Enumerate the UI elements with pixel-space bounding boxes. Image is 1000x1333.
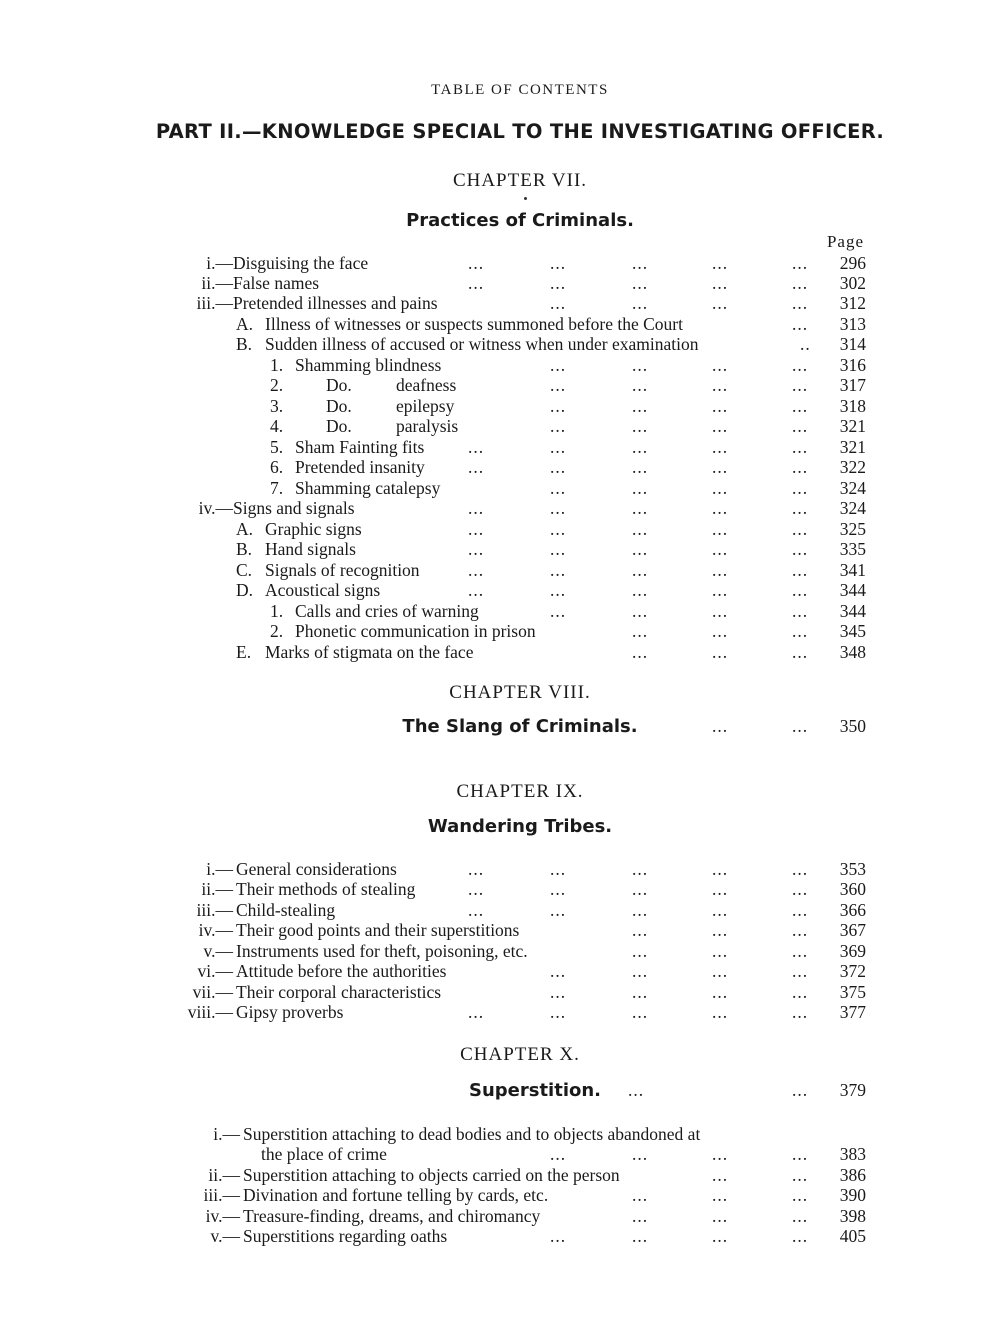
leader-dots: ...: [632, 580, 649, 600]
entry-text: Pretended insanity: [295, 457, 425, 477]
leader-dots: ...: [632, 355, 649, 375]
entry-number: 5.: [270, 437, 284, 457]
entry-page: 360: [839, 879, 866, 899]
toc-row[interactable]: [0, 314, 1000, 335]
entry-number: iii.—: [196, 900, 233, 920]
entry-ditto: Do.: [326, 416, 352, 436]
part-title: PART II.—KNOWLEDGE SPECIAL TO THE INVESTIGATING OFFICER.: [155, 120, 885, 143]
chapter-8-title-row[interactable]: [0, 716, 1000, 738]
leader-dots: ...: [792, 416, 809, 436]
leader-dots: ...: [712, 355, 729, 375]
entry-text: Superstition attaching to dead bodies and to objects abandoned at: [243, 1124, 701, 1144]
leader-dots: ...: [632, 1144, 649, 1164]
entry-text: Their good points and their superstitions: [236, 920, 520, 940]
leader-dots: ...: [468, 859, 485, 879]
chapter-9-heading: CHAPTER IX.: [456, 781, 584, 802]
entry-page: 377: [839, 1002, 866, 1022]
entry-number: 2.: [270, 375, 284, 395]
leader-dots: ...: [792, 601, 809, 621]
toc-row[interactable]: [0, 416, 1000, 437]
entry-number: 3.: [270, 396, 284, 416]
entry-text: Shamming blindness: [295, 355, 442, 375]
chapter-9-title: Wandering Tribes.: [427, 816, 613, 837]
entry-text: Disguising the face: [233, 253, 369, 273]
leader-dots: ...: [792, 859, 809, 879]
leader-dots: ...: [712, 498, 729, 518]
leader-dots: ...: [550, 900, 567, 920]
leader-dots: ...: [550, 859, 567, 879]
entry-number: 2.: [270, 621, 284, 641]
entry-page: 398: [839, 1206, 866, 1226]
entry-number: E.: [236, 642, 252, 662]
entry-text: Hand signals: [265, 539, 356, 559]
leader-dots: ...: [792, 920, 809, 940]
leader-dots: ...: [712, 273, 729, 293]
entry-page: 321: [839, 416, 866, 436]
entry-text: Gipsy proverbs: [236, 1002, 344, 1022]
leader-dots: ...: [712, 253, 729, 273]
entry-text: Acoustical signs: [265, 580, 381, 600]
entry-number: v.—: [203, 941, 233, 961]
entry-number: viii.—: [187, 1002, 233, 1022]
leader-dots: ...: [712, 560, 729, 580]
entry-text: Phonetic communication in prison: [295, 621, 536, 641]
leader-dots: ...: [632, 859, 649, 879]
leader-dots: ...: [712, 437, 729, 457]
entry-page: 372: [839, 961, 866, 981]
toc-row[interactable]: [0, 396, 1000, 417]
chapter-7-title: Practices of Criminals.: [406, 210, 634, 231]
entry-page: 345: [839, 621, 866, 641]
entry-page: 324: [839, 478, 866, 498]
leader-dots: ...: [792, 1165, 809, 1185]
entry-number: B.: [236, 539, 253, 559]
leader-dots: ...: [712, 920, 729, 940]
toc-row[interactable]: [0, 539, 1000, 560]
leader-dots: ...: [712, 879, 729, 899]
leader-dots: ...: [792, 396, 809, 416]
leader-dots: ..: [800, 334, 811, 354]
toc-row[interactable]: [0, 920, 1000, 941]
entry-number: 4.: [270, 416, 284, 436]
leader-dots: ...: [550, 293, 567, 313]
leader-dots: ...: [550, 879, 567, 899]
leader-dots: ...: [792, 539, 809, 559]
entry-page: 366: [839, 900, 866, 920]
entry-text: Pretended illnesses and pains: [233, 293, 438, 313]
entry-page: 321: [839, 437, 866, 457]
entry-page: 314: [839, 334, 866, 354]
entry-number: vi.—: [197, 961, 233, 981]
leader-dots: ...: [792, 1080, 809, 1100]
entry-text: Instruments used for theft, poisoning, etc.: [236, 941, 528, 961]
entry-number: iii.—: [196, 293, 233, 313]
entry-number: v.—: [210, 1226, 240, 1246]
leader-dots: ...: [712, 859, 729, 879]
leader-dots: ...: [632, 375, 649, 395]
toc-row[interactable]: [0, 961, 1000, 982]
leader-dots: ...: [712, 416, 729, 436]
entry-page: 296: [839, 253, 866, 273]
entry-ditto: Do.: [326, 375, 352, 395]
leader-dots: ...: [712, 478, 729, 498]
leader-dots: ...: [468, 273, 485, 293]
leader-dots: ...: [792, 1002, 809, 1022]
leader-dots: ...: [792, 941, 809, 961]
leader-dots: ...: [550, 580, 567, 600]
leader-dots: ...: [468, 539, 485, 559]
entry-text: the place of crime: [261, 1144, 387, 1164]
entry-text: Child-stealing: [236, 900, 336, 920]
leader-dots: ...: [468, 457, 485, 477]
entry-page: 344: [839, 601, 866, 621]
leader-dots: ...: [632, 642, 649, 662]
leader-dots: ...: [712, 961, 729, 981]
leader-dots: ...: [632, 478, 649, 498]
leader-dots: ...: [632, 560, 649, 580]
leader-dots: ...: [632, 601, 649, 621]
entry-number: 1.: [270, 355, 284, 375]
entry-number: ii.—: [201, 273, 233, 293]
printer-dot: [524, 197, 527, 200]
toc-row[interactable]: [0, 859, 1000, 880]
leader-dots: ...: [468, 437, 485, 457]
leader-dots: ...: [792, 560, 809, 580]
leader-dots: ...: [792, 519, 809, 539]
entry-page: 379: [839, 1080, 866, 1100]
leader-dots: ...: [632, 1185, 649, 1205]
leader-dots: ...: [712, 1144, 729, 1164]
entry-page: 367: [839, 920, 866, 940]
entry-page: 348: [839, 642, 866, 662]
toc-row[interactable]: [0, 560, 1000, 581]
leader-dots: ...: [550, 396, 567, 416]
leader-dots: ...: [712, 519, 729, 539]
leader-dots: ...: [632, 539, 649, 559]
leader-dots: ...: [468, 253, 485, 273]
toc-row[interactable]: [0, 1185, 1000, 1206]
leader-dots: ...: [468, 900, 485, 920]
leader-dots: ...: [550, 416, 567, 436]
leader-dots: ...: [550, 1002, 567, 1022]
leader-dots: ...: [792, 498, 809, 518]
entry-text: Calls and cries of warning: [295, 601, 479, 621]
leader-dots: ...: [712, 1226, 729, 1246]
leader-dots: ...: [468, 498, 485, 518]
entry-page: 324: [839, 498, 866, 518]
entry-page: 313: [839, 314, 866, 334]
leader-dots: ...: [632, 1226, 649, 1246]
entry-text: General considerations: [236, 859, 397, 879]
toc-row[interactable]: [0, 498, 1000, 519]
toc-row[interactable]: [0, 982, 1000, 1003]
leader-dots: ...: [792, 1144, 809, 1164]
entry-number: B.: [236, 334, 253, 354]
leader-dots: ...: [550, 253, 567, 273]
leader-dots: ...: [792, 293, 809, 313]
entry-number: 6.: [270, 457, 284, 477]
leader-dots: ...: [712, 601, 729, 621]
entry-page: 302: [839, 273, 866, 293]
entry-number: vii.—: [192, 982, 233, 1002]
entry-text: Their methods of stealing: [236, 879, 416, 899]
entry-text: Shamming catalepsy: [295, 478, 441, 498]
leader-dots: ...: [792, 982, 809, 1002]
entry-text: Attitude before the authorities: [236, 961, 447, 981]
toc-row[interactable]: [0, 273, 1000, 294]
leader-dots: ...: [632, 293, 649, 313]
entry-number: 7.: [270, 478, 284, 498]
leader-dots: ...: [550, 961, 567, 981]
leader-dots: ...: [550, 601, 567, 621]
leader-dots: ...: [792, 457, 809, 477]
entry-text: Graphic signs: [265, 519, 362, 539]
entry-number: ii.—: [201, 879, 233, 899]
leader-dots: ...: [632, 879, 649, 899]
entry-page: 325: [839, 519, 866, 539]
entry-number: ii.—: [208, 1165, 240, 1185]
leader-dots: ...: [712, 941, 729, 961]
entry-number: 1.: [270, 601, 284, 621]
leader-dots: ...: [550, 375, 567, 395]
leader-dots: ...: [712, 1206, 729, 1226]
toc-row[interactable]: [0, 519, 1000, 540]
leader-dots: ...: [712, 375, 729, 395]
entry-page: 390: [839, 1185, 866, 1205]
toc-row[interactable]: [0, 355, 1000, 376]
leader-dots: ...: [632, 982, 649, 1002]
entry-number: A.: [236, 519, 254, 539]
leader-dots: ...: [468, 879, 485, 899]
leader-dots: ...: [550, 1144, 567, 1164]
entry-page: 344: [839, 580, 866, 600]
toc-row[interactable]: [0, 900, 1000, 921]
leader-dots: ...: [468, 519, 485, 539]
leader-dots: ...: [712, 642, 729, 662]
leader-dots: ...: [550, 478, 567, 498]
entry-text: False names: [233, 273, 320, 293]
leader-dots: ...: [550, 355, 567, 375]
leader-dots: ...: [792, 273, 809, 293]
leader-dots: ...: [632, 457, 649, 477]
leader-dots: ...: [632, 416, 649, 436]
leader-dots: ...: [792, 1185, 809, 1205]
leader-dots: ...: [712, 1002, 729, 1022]
leader-dots: ...: [792, 253, 809, 273]
chapter-10-title: Superstition.: [468, 1080, 602, 1101]
leader-dots: ...: [712, 539, 729, 559]
entry-page: 405: [839, 1226, 866, 1246]
entry-text: Treasure-finding, dreams, and chiromancy: [243, 1206, 541, 1226]
entry-number: iv.—: [198, 920, 233, 940]
entry-number: i.—: [206, 253, 233, 273]
toc-row[interactable]: [0, 334, 1000, 355]
leader-dots: ...: [632, 253, 649, 273]
leader-dots: ...: [712, 1165, 729, 1185]
entry-page: 341: [839, 560, 866, 580]
entry-text: paralysis: [396, 416, 459, 436]
toc-row[interactable]: [0, 253, 1000, 274]
entry-page: 383: [839, 1144, 866, 1164]
leader-dots: ...: [550, 519, 567, 539]
toc-row[interactable]: [0, 580, 1000, 601]
entry-number: D.: [236, 580, 254, 600]
entry-text: Sham Fainting fits: [295, 437, 425, 457]
leader-dots: ...: [712, 621, 729, 641]
toc-row[interactable]: [0, 437, 1000, 458]
toc-row[interactable]: [0, 941, 1000, 962]
leader-dots: ...: [632, 961, 649, 981]
leader-dots: ...: [712, 982, 729, 1002]
entry-text: deafness: [396, 375, 457, 395]
entry-number: i.—: [213, 1124, 240, 1144]
leader-dots: ...: [712, 457, 729, 477]
page-column-label: Page: [826, 232, 864, 251]
leader-dots: ...: [550, 437, 567, 457]
entry-text: Illness of witnesses or suspects summoned before the Court: [265, 314, 683, 334]
entry-number: i.—: [206, 859, 233, 879]
entry-page: 386: [839, 1165, 866, 1185]
leader-dots: ...: [792, 1206, 809, 1226]
running-title: TABLE OF CONTENTS: [431, 82, 609, 98]
leader-dots: ...: [632, 621, 649, 641]
entry-page: 375: [839, 982, 866, 1002]
toc-row-continued[interactable]: [0, 1144, 1000, 1165]
toc-row[interactable]: [0, 457, 1000, 478]
leader-dots: ...: [632, 437, 649, 457]
leader-dots: ...: [792, 642, 809, 662]
leader-dots: ...: [628, 1080, 645, 1100]
toc-row[interactable]: [0, 1124, 1000, 1145]
leader-dots: ...: [550, 539, 567, 559]
leader-dots: ...: [792, 961, 809, 981]
leader-dots: ...: [550, 498, 567, 518]
chapter-10-heading: CHAPTER X.: [460, 1044, 580, 1065]
leader-dots: ...: [632, 900, 649, 920]
toc-row[interactable]: [0, 1206, 1000, 1227]
leader-dots: ...: [632, 1002, 649, 1022]
leader-dots: ...: [792, 621, 809, 641]
leader-dots: ...: [632, 396, 649, 416]
leader-dots: ...: [712, 293, 729, 313]
chapter-7-heading: CHAPTER VII.: [452, 170, 588, 191]
leader-dots: ...: [792, 580, 809, 600]
entry-text: Superstitions regarding oaths: [243, 1226, 448, 1246]
leader-dots: ...: [550, 982, 567, 1002]
leader-dots: ...: [712, 716, 729, 736]
leader-dots: ...: [792, 375, 809, 395]
leader-dots: ...: [712, 1185, 729, 1205]
entry-page: 316: [839, 355, 866, 375]
entry-page: 350: [839, 716, 866, 736]
toc-row[interactable]: [0, 293, 1000, 314]
entry-text: Divination and fortune telling by cards, etc.: [243, 1185, 549, 1205]
leader-dots: ...: [792, 355, 809, 375]
toc-row[interactable]: [0, 879, 1000, 900]
leader-dots: ...: [792, 716, 809, 736]
leader-dots: ...: [468, 580, 485, 600]
entry-text: Marks of stigmata on the face: [265, 642, 474, 662]
leader-dots: ...: [712, 396, 729, 416]
leader-dots: ...: [632, 498, 649, 518]
entry-text: Their corporal characteristics: [236, 982, 442, 1002]
leader-dots: ...: [632, 1206, 649, 1226]
entry-text: Signs and signals: [233, 498, 355, 518]
leader-dots: ...: [550, 273, 567, 293]
toc-row[interactable]: [0, 375, 1000, 396]
entry-number: iii.—: [203, 1185, 240, 1205]
toc-row[interactable]: [0, 621, 1000, 642]
leader-dots: ...: [792, 478, 809, 498]
entry-number: iv.—: [198, 498, 233, 518]
toc-row[interactable]: [0, 1226, 1000, 1247]
entry-page: 322: [839, 457, 866, 477]
entry-page: 335: [839, 539, 866, 559]
entry-number: C.: [236, 560, 253, 580]
chapter-10-title-row[interactable]: [0, 1080, 1000, 1102]
leader-dots: ...: [468, 560, 485, 580]
toc-row[interactable]: [0, 1165, 1000, 1186]
entry-page: 353: [839, 859, 866, 879]
entry-text: Sudden illness of accused or witness when under examination: [265, 334, 699, 354]
entry-number: A.: [236, 314, 254, 334]
leader-dots: ...: [550, 457, 567, 477]
toc-row[interactable]: [0, 642, 1000, 663]
entry-text: Signals of recognition: [265, 560, 420, 580]
leader-dots: ...: [792, 314, 809, 334]
leader-dots: ...: [632, 273, 649, 293]
leader-dots: ...: [792, 1226, 809, 1246]
chapter-8-title: The Slang of Criminals.: [402, 716, 638, 737]
leader-dots: ...: [792, 900, 809, 920]
entry-page: 369: [839, 941, 866, 961]
entry-page: 318: [839, 396, 866, 416]
leader-dots: ...: [632, 941, 649, 961]
leader-dots: ...: [792, 879, 809, 899]
leader-dots: ...: [792, 437, 809, 457]
entry-text: epilepsy: [396, 396, 455, 416]
entry-number: iv.—: [205, 1206, 240, 1226]
entry-ditto: Do.: [326, 396, 352, 416]
leader-dots: ...: [468, 1002, 485, 1022]
leader-dots: ...: [712, 900, 729, 920]
chapter-8-heading: CHAPTER VIII.: [449, 682, 591, 703]
toc-row[interactable]: [0, 1002, 1000, 1023]
entry-page: 317: [839, 375, 866, 395]
entry-text: Superstition attaching to objects carried on the person: [243, 1165, 620, 1185]
leader-dots: ...: [712, 580, 729, 600]
leader-dots: ...: [550, 560, 567, 580]
leader-dots: ...: [550, 1226, 567, 1246]
toc-row[interactable]: [0, 478, 1000, 499]
leader-dots: ...: [632, 519, 649, 539]
toc-row[interactable]: [0, 601, 1000, 622]
entry-page: 312: [839, 293, 866, 313]
leader-dots: ...: [632, 920, 649, 940]
